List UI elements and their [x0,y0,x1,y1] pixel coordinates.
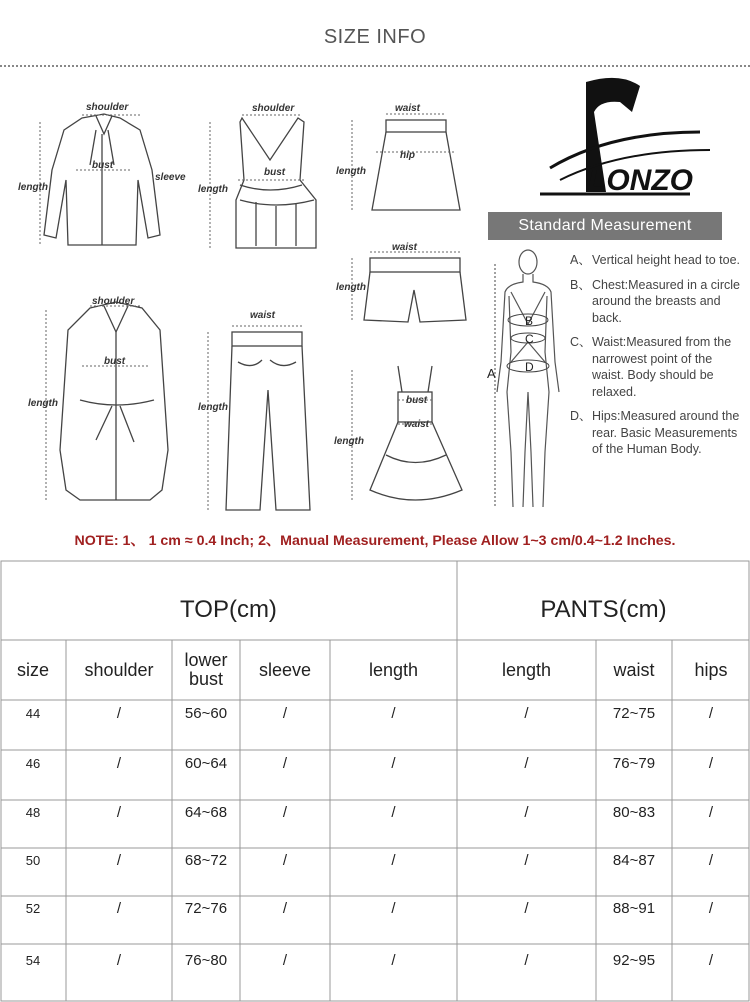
value-cell: 76~80 [184,952,228,969]
value-cell: / [708,704,714,722]
pants-length-label: length [198,402,228,413]
value-cell: / [391,952,396,969]
column-header-length: length [501,659,552,680]
dotted-divider [0,65,750,67]
column-header-waist: waist [613,659,655,680]
shirt-illustration [44,114,160,245]
shirt-shoulder-label: shoulder [86,102,129,113]
measurement-note: NOTE: 1、 1 cm ≈ 0.4 Inch; 2、Manual Measurement, Please Allow 1~3 cm/0.4~1.2 Inches. [74,533,676,549]
value-cell: / [282,899,288,917]
value-cell: / [524,704,529,722]
column-header-sleeve: sleeve [258,659,312,680]
dress-waist-label: waist [404,419,430,430]
size-cell: 48 [25,804,41,820]
definition-text: Waist:Measured from the narrowest point of the waist. Body should be relaxed. [592,335,732,399]
pants-cm-header: PANTS(cm) [540,596,667,623]
column-header-shoulder: shoulder [84,659,154,680]
dress-bust-label: bust [406,395,428,406]
value-cell: 56~60 [184,704,228,722]
value-cell: 68~72 [184,851,228,869]
body-label-b: B [525,314,534,328]
value-cell: 64~68 [184,803,228,821]
value-cell: / [524,803,529,821]
value-cell: / [116,851,122,869]
shorts-waist-label: waist [392,242,418,253]
value-cell: 76~79 [612,754,656,772]
skirt-illustration [372,120,460,210]
vest-illustration [236,118,316,248]
definition-key: D、 [570,409,592,423]
value-cell: / [391,803,396,821]
value-cell: 88~91 [612,899,656,917]
definition-d [570,408,745,458]
skirt-hip-label: hip [400,150,415,161]
body-figure-svg [483,242,573,522]
value-cell: 84~87 [612,851,656,869]
definition-key: B、 [570,277,591,292]
vest-bust-label: bust [264,167,286,178]
value-cell: / [116,899,122,917]
value-cell: / [708,803,714,821]
page-title: SIZE INFO [323,26,427,48]
value-cell: 92~95 [612,952,656,969]
value-cell: / [524,899,529,917]
definition-c [570,334,745,400]
body-label-d: D [525,360,534,374]
coat-bust-label: bust [104,356,126,367]
garment-diagrams-svg [0,70,480,520]
body-figure [483,242,573,522]
column-header-length: length [368,659,419,680]
value-cell: / [524,754,529,772]
value-cell: 80~83 [612,803,656,821]
body-label-a: A [487,366,496,381]
pants-illustration [226,332,310,510]
value-cell: / [708,899,714,917]
measurement-definitions [570,252,745,466]
size-cell: 52 [25,900,41,916]
definition-text: Hips:Measured around the rear. Basic Measurements of the Human Body. [592,409,740,456]
skirt-waist-label: waist [395,103,421,114]
value-cell: / [282,803,288,821]
value-cell: / [116,704,122,722]
definition-a [570,252,745,269]
column-header-lower-bust: lower bust [184,650,228,689]
value-cell: / [116,952,122,969]
skirt-length-label: length [336,166,366,177]
standard-measurement-heading: Standard Measurement [488,212,722,240]
definition-b [570,277,745,327]
size-cell: 50 [25,852,41,868]
definition-key: A、 [570,253,591,267]
column-header-size: size [16,659,49,680]
vest-shoulder-label: shoulder [252,103,295,114]
value-cell: / [524,952,529,969]
size-cell: 44 [25,705,41,721]
value-cell: 72~75 [612,704,656,722]
value-cell: 72~76 [184,899,228,917]
value-cell: 60~64 [184,754,228,772]
vest-length-label: length [198,184,228,195]
value-cell: / [524,851,529,869]
shorts-length-label: length [336,282,366,293]
value-cell: / [391,754,396,772]
value-cell: / [116,754,122,772]
body-label-c: C [525,332,534,346]
value-cell: / [391,704,396,722]
coat-illustration [60,302,168,500]
value-cell: / [708,754,714,772]
value-cell: / [708,952,714,969]
value-cell: / [282,851,288,869]
coat-shoulder-label: shoulder [92,296,135,307]
size-cell: 54 [25,953,41,968]
shorts-illustration [364,258,466,322]
value-cell: / [282,754,288,772]
definition-key: C、 [570,335,592,349]
definition-text: Vertical height head to toe. [592,253,741,267]
definition-text: Chest:Measured in a circle around the breasts and back. [592,277,740,325]
shirt-sleeve-label: sleeve [155,172,186,183]
top-cm-header: TOP(cm) [180,596,277,623]
value-cell: / [391,851,396,869]
shirt-length-label: length [18,182,48,193]
dress-length-label: length [334,436,364,447]
pants-waist-label: waist [250,310,276,321]
shirt-bust-label: bust [92,160,114,171]
value-cell: / [282,952,288,969]
coat-length-label: length [28,398,58,409]
brand-logo [490,72,730,207]
value-cell: / [282,704,288,722]
garment-diagrams [0,70,480,520]
logo-text: LONZO [588,164,693,197]
value-cell: / [391,899,396,917]
value-cell: / [708,851,714,869]
value-cell: / [116,803,122,821]
size-cell: 46 [25,755,41,771]
dress-illustration [370,366,462,500]
column-header-hips: hips [694,659,728,680]
brand-logo-svg [490,72,730,207]
